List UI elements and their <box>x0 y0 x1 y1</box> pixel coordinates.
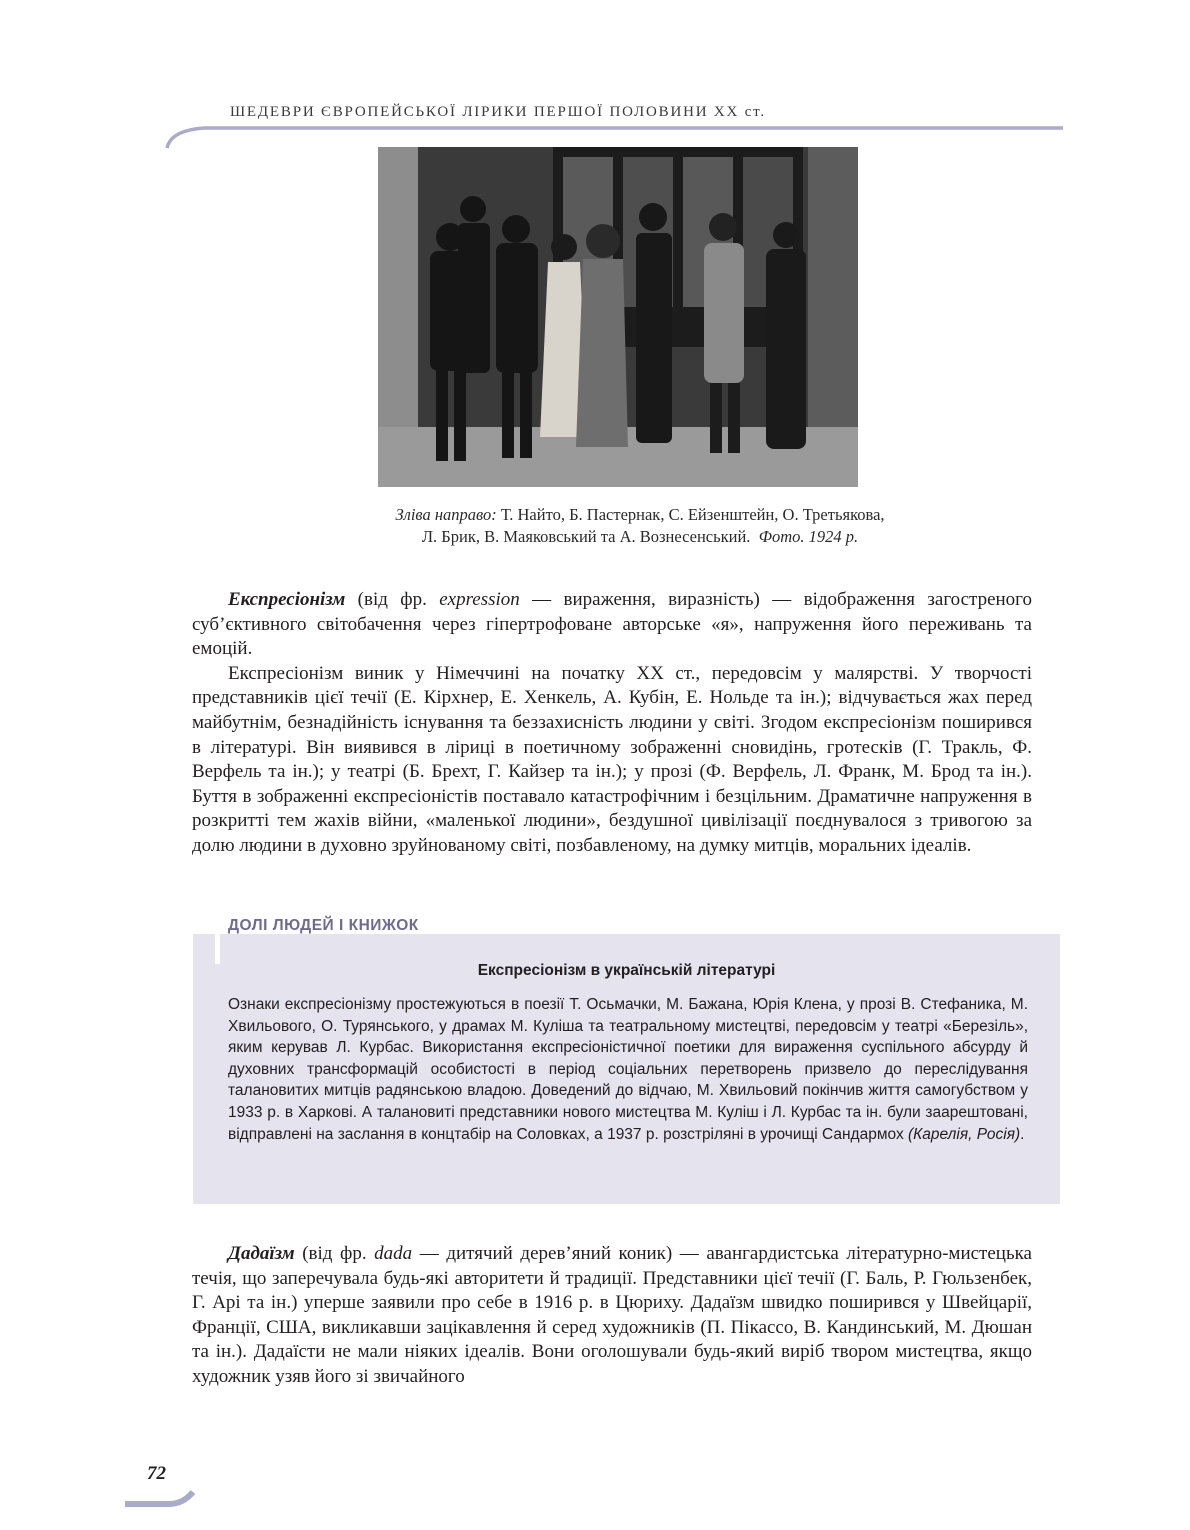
sidebar-body-text: Ознаки експресіонізму простежуються в поезії Т. Осьмачки, М. Бажана, Юрія Клена, у прозі В. Стефаника, М. Хвильового, О. Турянського, у драмах М. Куліша та театральному мистецтві, передовсім у театрі «Березіль», яким керував Л. Курбас. Використання експресіоністичної поетики для вираження суспільного абсурду й духовних трансформацій особистості в період соціальних перетворень призвело до переслідування талановитих митців радянською владою. Доведений до відчаю, М. Хвильовий покінчив життя самогубством у 1933 р. в Харкові. А талановиті представники нового мистецтва М. Куліш і Л. Курбас та ін. були заарештовані, відправлені на заслання в концтабір на Соловках, а 1937 р. розстріляні в урочищі Сандармох <box>228 996 1028 1143</box>
caption-names-line-1: Т. Найто, Б. Пастернак, С. Ейзенштейн, О. Третьякова, <box>496 505 885 524</box>
sidebar-body <box>228 994 1028 1145</box>
dadaism-term: Дадаїзм <box>228 1243 295 1264</box>
sidebar-marker <box>215 924 220 964</box>
running-head: ШЕДЕВРИ ЄВРОПЕЙСЬКОЇ ЛІРИКИ ПЕРШОЇ ПОЛОВИНИ XX ст. <box>230 104 766 120</box>
dadaism-def-text-a: (від фр. <box>294 1243 375 1264</box>
dadaism-def-text-b: — дитячий дерев’яний коник) — авангардистська літературно-мистецька течія, що заперечувала будь-які авторитети й традиції. Представники цієї течії (Г. Баль, Р. Гюльзенбек, Г. Арі та ін.) уперше заявили про себе в 1916 р. в Цюриху. Дадаїзм швидко поширився у Швейцарії, Франції, США, викликавши зацікавлення й серед художників (П. Пікассо, В. Кандинський, М. Дюшан та ін.). Дадаїсти не мали ніяких ідеалів. Вони оголошували будь-який виріб твором мистецтва, якщо художник узяв його зі звичайного <box>192 1243 1032 1387</box>
photo-caption <box>240 504 1040 548</box>
group-photo <box>378 147 858 487</box>
dadaism-section <box>192 1242 1032 1390</box>
caption-lead: Зліва направо: <box>395 505 497 524</box>
sidebar-body-end: . <box>1020 1125 1025 1143</box>
sidebar-label: ДОЛІ ЛЮДЕЙ І КНИЖОК <box>228 917 419 934</box>
dadaism-definition <box>192 1242 1032 1390</box>
expressionism-term: Експресіонізм <box>228 589 346 610</box>
dadaism-etymology: dada <box>374 1243 413 1264</box>
expressionism-def-text-b: — вираження, виразність) — відображення загостреного суб’єктивного світобачення через гіпертрофоване авторське «я», напруження його переживань та емоцій. <box>192 589 1032 660</box>
page-number: 72 <box>147 1463 166 1484</box>
caption-names-line-2: Л. Брик, В. Маяковський та А. Вознесенський. <box>421 527 751 546</box>
expressionism-section <box>192 588 1032 859</box>
group-photo-illustration <box>378 147 858 487</box>
caption-photo-date: Фото. 1924 р. <box>758 527 859 546</box>
expressionism-paragraph: Експресіонізм виник у Німеччині на початку ХХ ст., передовсім у малярстві. У творчості представників цієї течії (Е. Кірхнер, Е. Хенкель, А. Кубін, Е. Нольде та ін.); відчувається жах перед майбутнім, безнадійність існування та беззахисність людини у світі. Згодом експресіонізм поширився в літературі. Він виявився в ліриці в поетичному зображенні сновидінь, гротесків (Г. Тракль, Ф. Верфель та ін.); у театрі (Б. Брехт, Г. Кайзер та ін.); у прозі (Ф. Верфель, Л. Франк, М. Брод та ін.). Буття в зображенні експресіоністів поставало катастрофічним і безцільним. Драматичне напруження в розкритті тем жахів війни, «маленької людини», бездушної цивілізації поєднувалося з тривогою за долю людини в духовно зруйнованому світі, позбавленому, на думку митців, моральних ідеалів. <box>192 662 1032 856</box>
expressionism-def-text-a: (від фр. <box>345 589 440 610</box>
sidebar-heading: Експресіонізм в українській літературі <box>477 962 776 979</box>
sidebar-body-italic: (Карелія, Росія) <box>908 1125 1021 1143</box>
footer-rule <box>125 1490 205 1530</box>
expressionism-etymology: expression <box>439 589 520 610</box>
expressionism-definition <box>192 588 1032 662</box>
